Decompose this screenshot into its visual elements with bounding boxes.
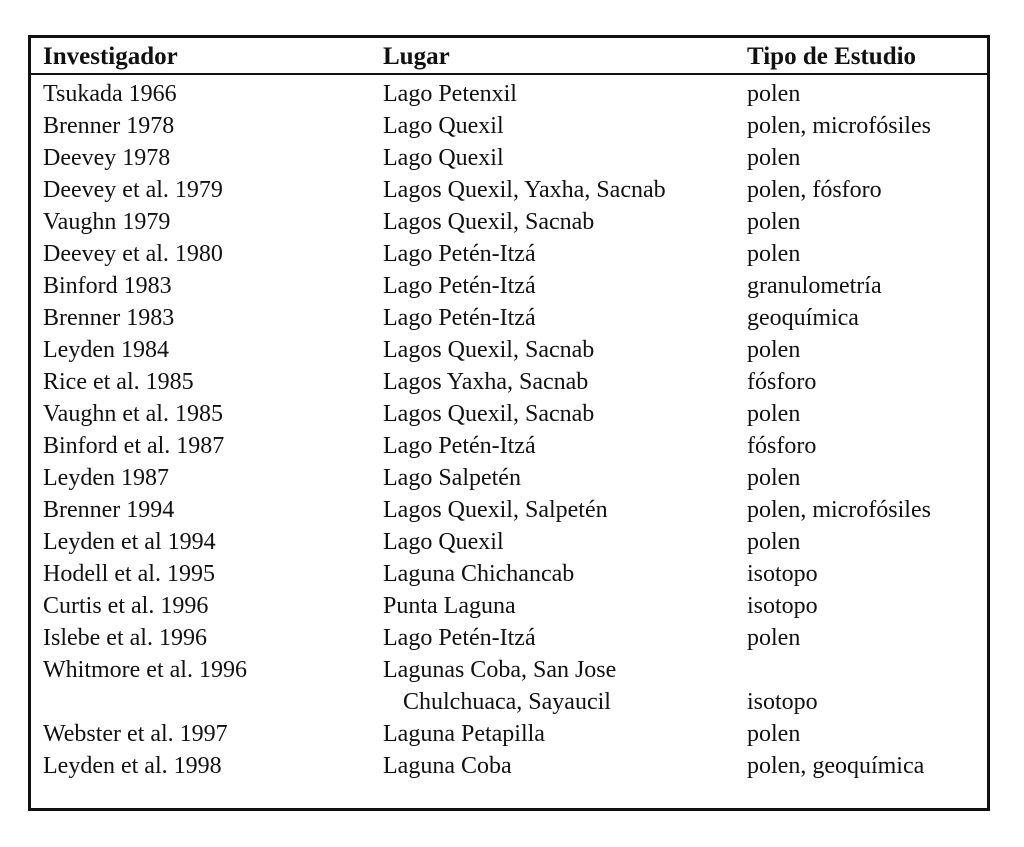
cell-tipo: polen [747,145,801,171]
header-tipo-de-estudio: Tipo de Estudio [747,43,917,70]
cell-tipo: isotopo [747,689,818,715]
cell-tipo: fósforo [747,433,817,459]
cell-tipo: polen [747,465,801,491]
table-row [31,270,987,302]
table-row [31,718,987,750]
cell-tipo: polen [747,721,801,747]
cell-lugar-line1: Lagunas Coba, San Jose [383,657,617,683]
table-row [31,142,987,174]
cell-investigador: Webster et al. 1997 [43,721,228,747]
cell-lugar: Lagos Quexil, Sacnab [383,401,595,427]
cell-lugar: Lago Quexil [383,113,504,139]
table-row [31,462,987,494]
cell-investigador: Islebe et al. 1996 [43,625,207,651]
cell-lugar: Lago Quexil [383,145,504,171]
cell-investigador: Whitmore et al. 1996 [43,657,247,683]
cell-investigador: Binford et al. 1987 [43,433,225,459]
table-row [31,622,987,654]
cell-tipo: polen [747,529,801,555]
cell-tipo: polen [747,401,801,427]
cell-investigador: Brenner 1983 [43,305,175,331]
cell-investigador: Deevey 1978 [43,145,171,171]
table-row [31,590,987,622]
cell-tipo: granulometría [747,273,882,299]
cell-tipo: isotopo [747,593,818,619]
cell-investigador: Leyden et al 1994 [43,529,216,555]
cell-investigador: Leyden 1984 [43,337,169,363]
studies-table [28,35,990,811]
cell-investigador: Deevey et al. 1980 [43,241,223,267]
cell-lugar: Lago Petén-Itzá [383,625,536,651]
cell-tipo: polen [747,209,801,235]
cell-investigador: Hodell et al. 1995 [43,561,215,587]
table-row [31,206,987,238]
cell-lugar: Lago Petén-Itzá [383,273,536,299]
table-row [31,430,987,462]
cell-tipo: polen, microfósiles [747,113,931,139]
cell-tipo: polen [747,625,801,651]
cell-investigador: Deevey et al. 1979 [43,177,223,203]
cell-tipo: polen, microfósiles [747,497,931,523]
cell-lugar: Lago Petenxil [383,81,517,107]
table-row [31,558,987,590]
cell-lugar: Laguna Chichancab [383,561,575,587]
cell-investigador: Binford 1983 [43,273,172,299]
cell-tipo: polen, geoquímica [747,753,925,779]
cell-tipo: polen [747,81,801,107]
cell-lugar: Lago Petén-Itzá [383,433,536,459]
cell-tipo: polen, fósforo [747,177,882,203]
table-row [31,750,987,782]
table-row [31,174,987,206]
cell-tipo: polen [747,337,801,363]
cell-tipo: isotopo [747,561,818,587]
cell-tipo: geoquímica [747,305,859,331]
cell-lugar: Punta Laguna [383,593,516,619]
cell-lugar: Lagos Quexil, Salpetén [383,497,608,523]
cell-lugar: Laguna Coba [383,753,512,779]
cell-lugar: Lago Petén-Itzá [383,241,536,267]
cell-lugar: Lagos Yaxha, Sacnab [383,369,589,395]
cell-investigador: Curtis et al. 1996 [43,593,209,619]
cell-lugar [383,654,616,718]
cell-lugar: Lagos Quexil, Sacnab [383,337,595,363]
cell-lugar-line2: Chulchuaca, Sayaucil [403,689,611,715]
cell-tipo: fósforo [747,369,817,395]
table-row [31,398,987,430]
cell-investigador: Rice et al. 1985 [43,369,194,395]
table-body [31,78,987,782]
cell-investigador: Vaughn et al. 1985 [43,401,223,427]
cell-investigador: Brenner 1994 [43,497,175,523]
cell-lugar: Lagos Quexil, Sacnab [383,209,595,235]
table-row [31,334,987,366]
cell-lugar: Lagos Quexil, Yaxha, Sacnab [383,177,666,203]
cell-investigador: Tsukada 1966 [43,81,177,107]
cell-investigador: Leyden 1987 [43,465,169,491]
cell-lugar: Lago Salpetén [383,465,521,491]
table-row [31,78,987,110]
cell-lugar: Lago Quexil [383,529,504,555]
cell-lugar: Lago Petén-Itzá [383,305,536,331]
cell-tipo: polen [747,241,801,267]
table-row [31,110,987,142]
table-row-multiline [31,654,987,718]
cell-investigador: Vaughn 1979 [43,209,171,235]
header-investigador: Investigador [43,43,178,70]
cell-investigador: Leyden et al. 1998 [43,753,222,779]
table-row [31,302,987,334]
table-header [31,38,987,75]
table-row [31,366,987,398]
header-lugar: Lugar [383,43,450,70]
cell-investigador: Brenner 1978 [43,113,175,139]
table-row [31,238,987,270]
table-row [31,494,987,526]
table-row [31,526,987,558]
cell-lugar: Laguna Petapilla [383,721,545,747]
